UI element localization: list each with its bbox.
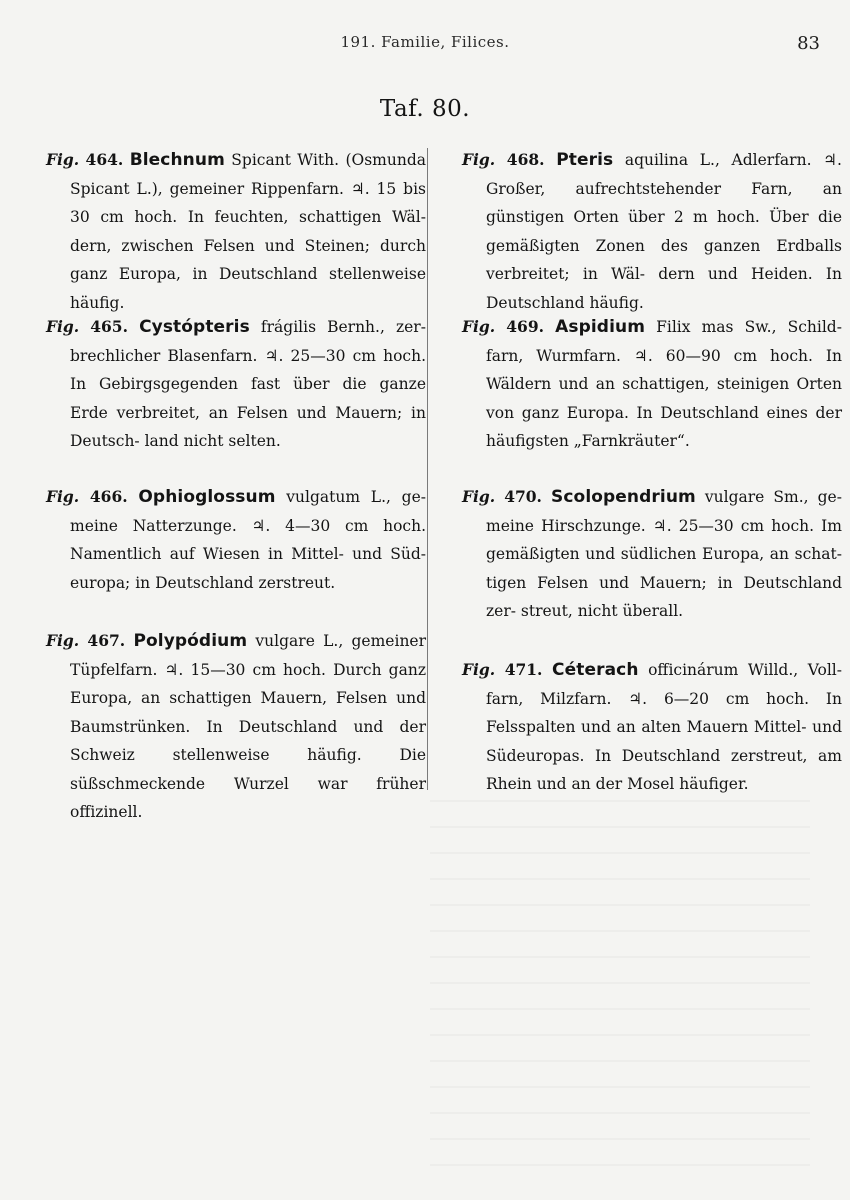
page-number: 83	[797, 33, 820, 54]
entry-text: vulgare Sm., ge- meine Hirschzunge. ♃. 25—30 cm hoch. Im gemäßigten und südlichen Europa, an schat- tigen Felsen und Mauern; in Deutschland zer- streut, nicht überall.	[486, 488, 842, 620]
fig-label: Fig.	[462, 317, 496, 336]
fig-number: 464.	[85, 150, 124, 169]
genus-name: Céterach	[552, 660, 639, 680]
entry-fig-467	[46, 627, 426, 827]
entry-fig-469	[462, 313, 842, 456]
fig-label: Fig.	[46, 487, 80, 506]
entry-fig-470	[462, 483, 842, 626]
entry-text: aquilina L., Adlerfarn. ♃. Großer, aufrechtstehender Farn, an günstigen Orten über 2 m hoch. Über die gemäßigten Zonen des ganzen Erdballs verbreitet; in Wäl- dern und Heiden. In Deutschland häufig.	[486, 151, 842, 312]
genus-name: Scolopendrium	[551, 487, 696, 507]
fig-number: 465.	[90, 317, 128, 336]
fig-number: 470.	[504, 487, 542, 506]
column-divider	[427, 148, 428, 790]
entry-fig-471	[462, 656, 842, 799]
entry-text: vulgatum L., ge- meine Natterzunge. ♃. 4—30 cm hoch. Namentlich auf Wiesen in Mittel- und Süd- europa; in Deutschland zerstreut.	[70, 488, 426, 592]
genus-name: Ophioglossum	[138, 487, 276, 507]
fig-number: 467.	[87, 631, 126, 650]
fig-number: 468.	[506, 150, 545, 169]
fig-label: Fig.	[462, 660, 496, 679]
entry-text: Spicant With. (Osmunda Spicant L.), gemeiner Rippenfarn. ♃. 15 bis 30 cm hoch. In feuchten, schattigen Wäl- dern, zwischen Felsen und Steinen; durch ganz Europa, in Deutschland stellenweise häufig.	[70, 151, 426, 312]
fig-label: Fig.	[46, 631, 80, 650]
entry-text: Filix mas Sw., Schild- farn, Wurmfarn. ♃. 60—90 cm hoch. In Wäldern und an schattigen, steinigen Orten von ganz Europa. In Deutschland eines der häufigsten „Farnkräuter“.	[486, 318, 842, 450]
entry-fig-468	[462, 146, 842, 317]
entry-fig-464	[46, 146, 426, 317]
entry-fig-465	[46, 313, 426, 456]
running-head: 191. Familie, Filices.	[340, 33, 510, 51]
fig-number: 466.	[89, 487, 128, 506]
plate-title: Taf. 80.	[379, 96, 471, 122]
fig-label: Fig.	[462, 150, 496, 169]
genus-name: Pteris	[556, 150, 614, 170]
genus-name: Aspidium	[555, 317, 646, 337]
fig-label: Fig.	[46, 150, 80, 169]
genus-name: Cystópteris	[139, 317, 250, 337]
entry-text: officinárum Willd., Voll- farn, Milzfarn. ♃. 6—20 cm hoch. In Felsspalten und an alten Mauern Mittel- und Südeuropas. In Deutschland zerstreut, am Rhein und an der Mosel häufiger.	[486, 661, 843, 793]
entry-text: vulgare L., gemeiner Tüpfelfarn. ♃. 15—30 cm hoch. Durch ganz Europa, an schattigen Mauern, Felsen und Baumstrünken. In Deutschland und der Schweiz stellenweise häufig. Die süßschmeckende Wurzel war früher offizinell.	[70, 632, 427, 821]
fig-number: 471.	[504, 660, 543, 679]
genus-name: Polypódium	[133, 631, 248, 651]
fig-number: 469.	[506, 317, 545, 336]
fig-label: Fig.	[462, 487, 496, 506]
entry-text: frágilis Bernh., zer- brechlicher Blasenfarn. ♃. 25—30 cm hoch. In Gebirgsgegenden fast über die ganze Erde verbreitet, an Felsen und Mauern; in Deutsch- land nicht selten.	[70, 318, 426, 450]
genus-name: Blechnum	[129, 150, 225, 170]
fig-label: Fig.	[46, 317, 80, 336]
entry-fig-466	[46, 483, 426, 597]
show-through-texture	[430, 800, 810, 1180]
